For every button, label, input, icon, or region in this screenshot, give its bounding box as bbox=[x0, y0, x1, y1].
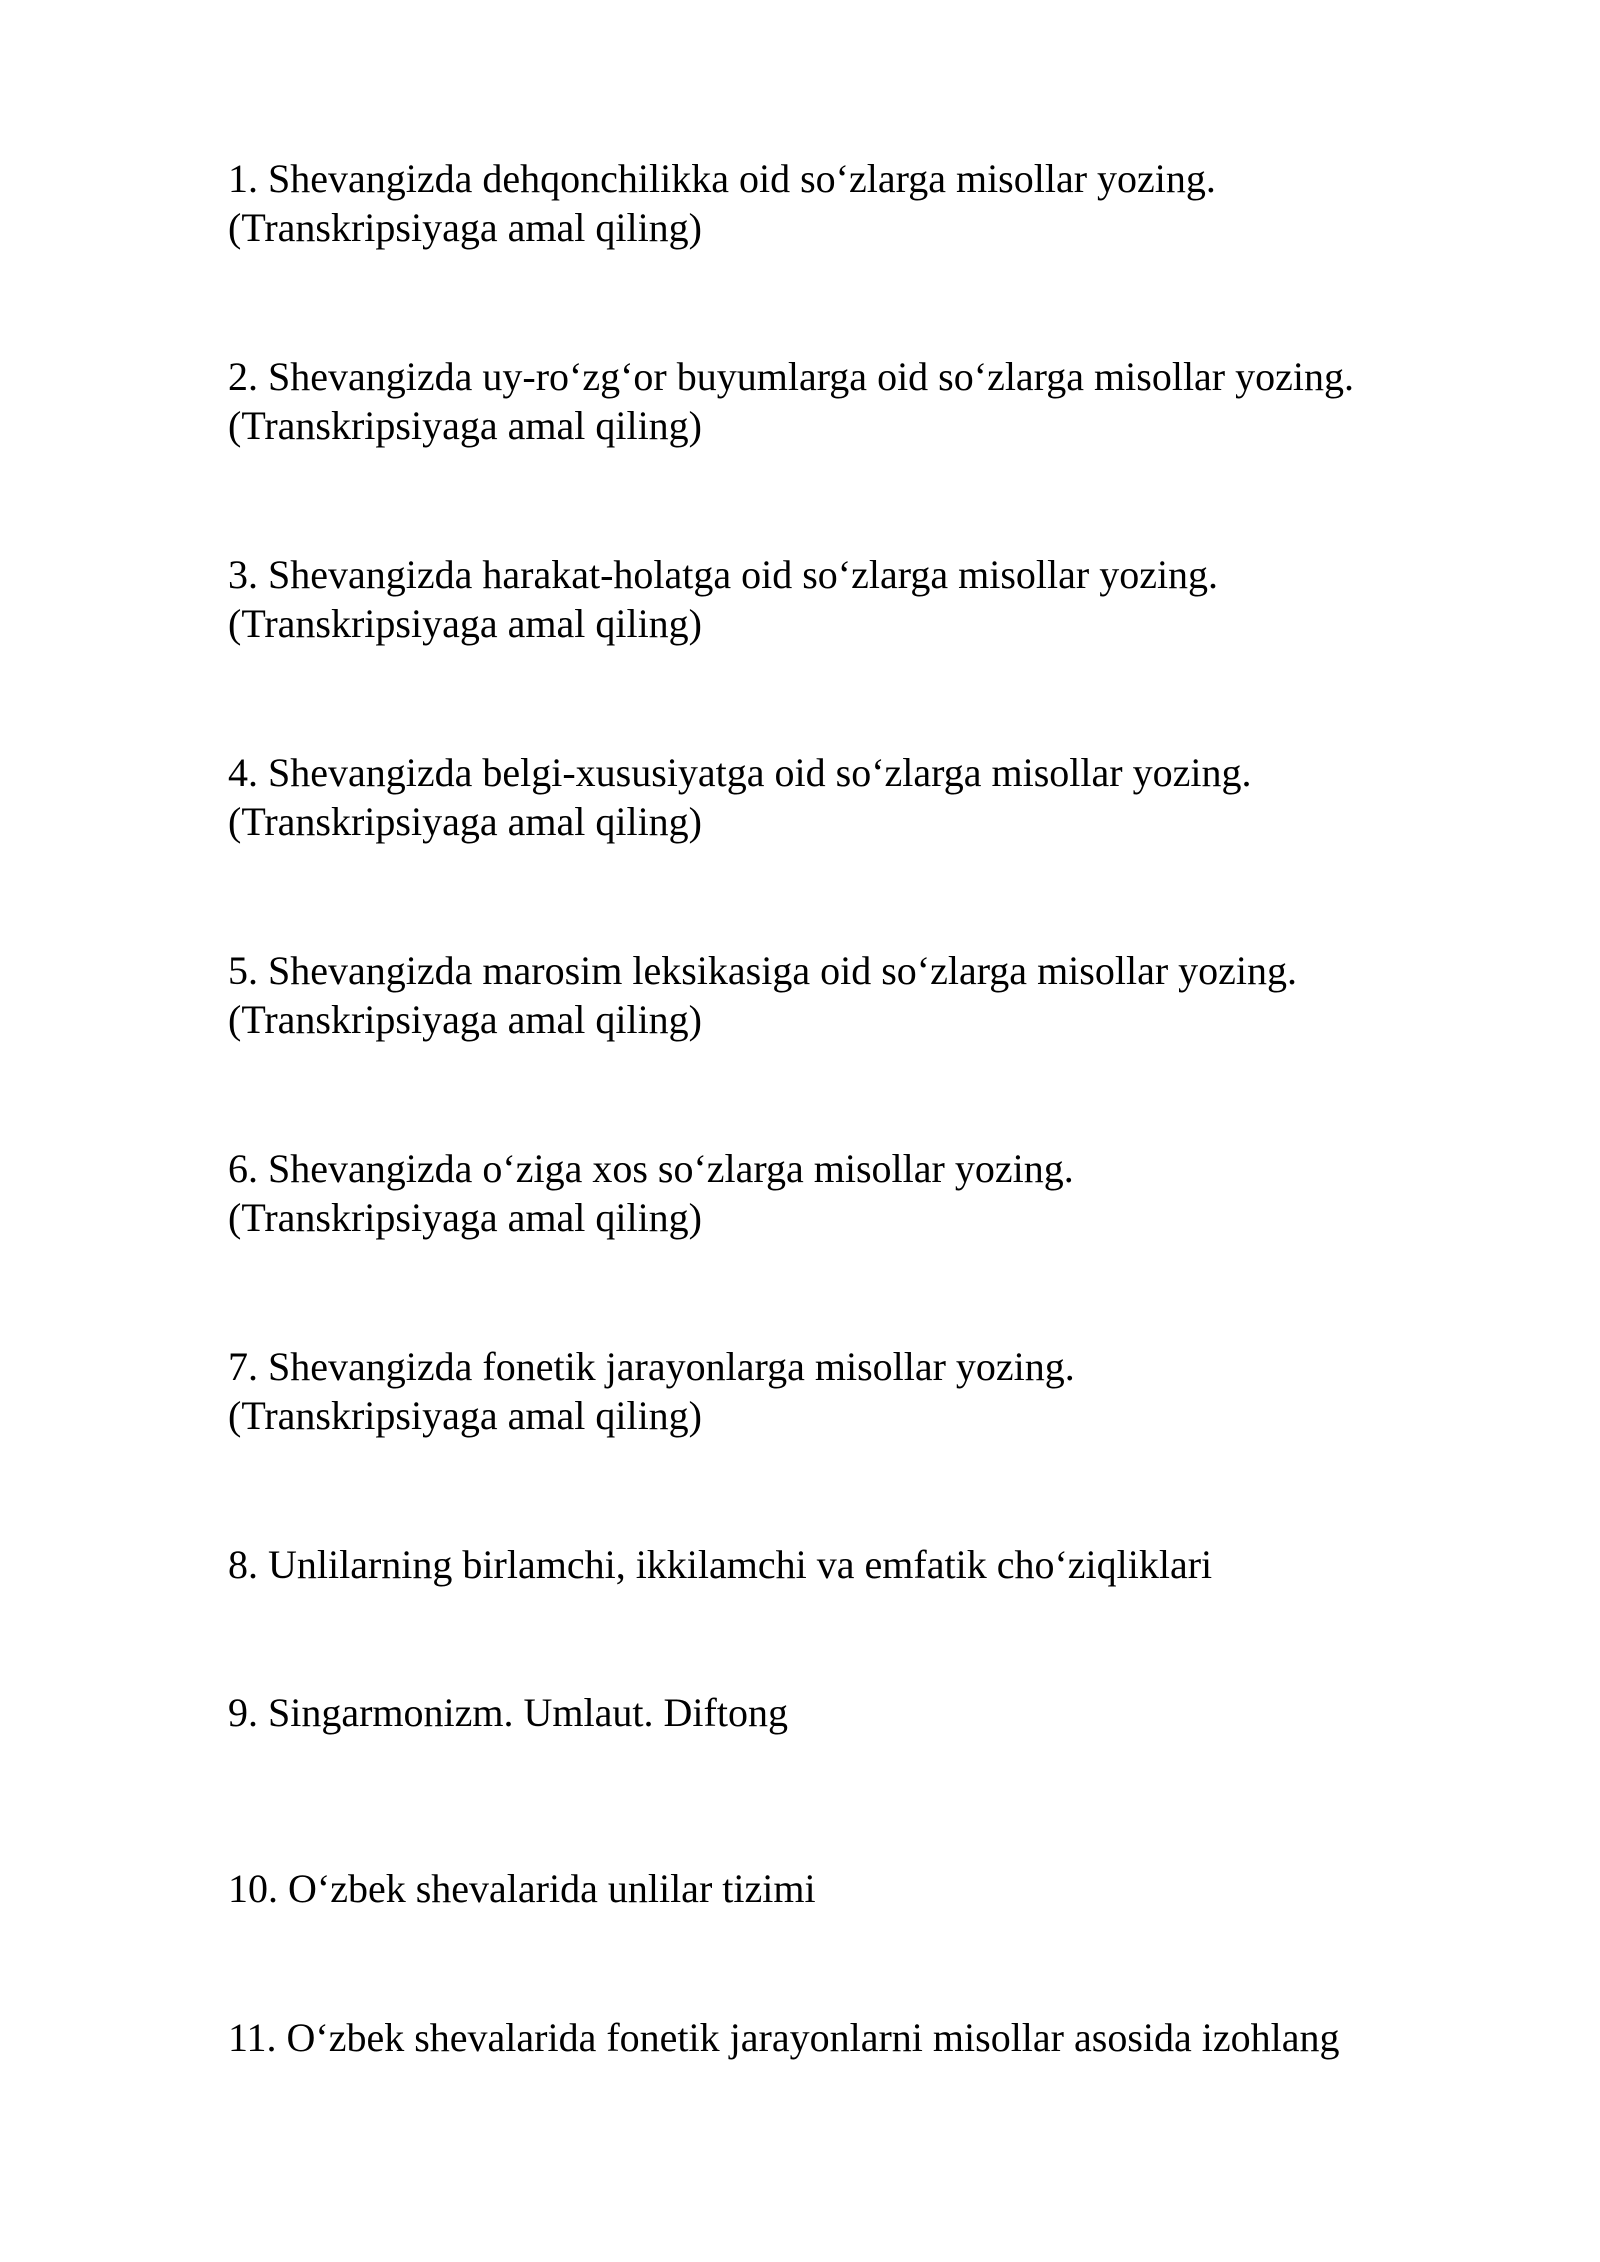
question-text: 7. Shevangizda fonetik jarayonlarga misollar yozing. bbox=[228, 1344, 1075, 1389]
question-note: (Transkripsiyaga amal qiling) bbox=[228, 997, 703, 1042]
question-3 bbox=[228, 550, 1528, 648]
question-note: (Transkripsiyaga amal qiling) bbox=[228, 403, 703, 448]
question-text: 4. Shevangizda belgi-xususiyatga oid so‘zlarga misollar yozing. bbox=[228, 750, 1252, 795]
question-11 bbox=[228, 2013, 1528, 2062]
question-9 bbox=[228, 1688, 1528, 1737]
question-5 bbox=[228, 946, 1528, 1044]
question-note: (Transkripsiyaga amal qiling) bbox=[228, 799, 703, 844]
question-note: (Transkripsiyaga amal qiling) bbox=[228, 1195, 703, 1240]
question-text: 10. O‘zbek shevalarida unlilar tizimi bbox=[228, 1866, 816, 1911]
question-10 bbox=[228, 1864, 1528, 1913]
question-2 bbox=[228, 352, 1528, 450]
question-text: 6. Shevangizda o‘ziga xos so‘zlarga misollar yozing. bbox=[228, 1146, 1074, 1191]
question-1 bbox=[228, 154, 1528, 252]
question-text: 9. Singarmonizm. Umlaut. Diftong bbox=[228, 1690, 788, 1735]
question-note: (Transkripsiyaga amal qiling) bbox=[228, 601, 703, 646]
question-text: 5. Shevangizda marosim leksikasiga oid so‘zlarga misollar yozing. bbox=[228, 948, 1298, 993]
question-text: 1. Shevangizda dehqonchilikka oid so‘zlarga misollar yozing. bbox=[228, 156, 1216, 201]
question-4 bbox=[228, 748, 1528, 846]
question-note: (Transkripsiyaga amal qiling) bbox=[228, 1393, 703, 1438]
question-text: 3. Shevangizda harakat-holatga oid so‘zlarga misollar yozing. bbox=[228, 552, 1219, 597]
question-note: (Transkripsiyaga amal qiling) bbox=[228, 205, 703, 250]
question-6 bbox=[228, 1144, 1528, 1242]
question-text: 8. Unlilarning birlamchi, ikkilamchi va emfatik cho‘ziqliklari bbox=[228, 1542, 1213, 1587]
question-8 bbox=[228, 1540, 1528, 1589]
question-7 bbox=[228, 1342, 1528, 1440]
question-text: 11. O‘zbek shevalarida fonetik jarayonlarni misollar asosida izohlang bbox=[228, 2015, 1340, 2060]
question-text: 2. Shevangizda uy-ro‘zg‘or buyumlarga oid so‘zlarga misollar yozing. bbox=[228, 354, 1354, 399]
